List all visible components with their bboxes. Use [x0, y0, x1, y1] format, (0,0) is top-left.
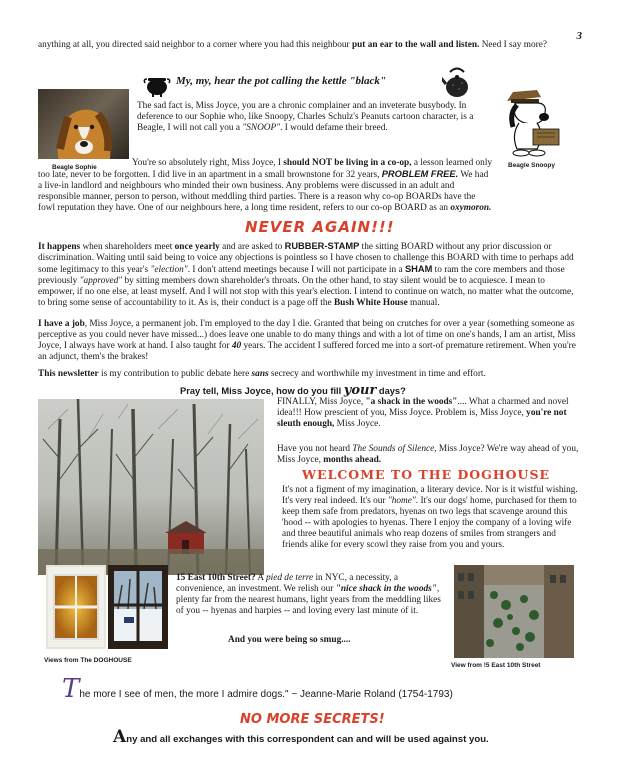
east-10th-street-photo	[454, 565, 574, 658]
shack-paragraph: FINALLY, Miss Joyce, "a shack in the woods".... What a charmed and novel idea!!! How prescient of you, Miss Joyce. Problem is, Miss Joyce, you're not sleuth enough, Miss Joyce.	[277, 397, 569, 429]
quote-line: The more I see of men, the more I admire dogs." ~ Jeanne-Marie Roland (1754-1793)	[62, 674, 453, 704]
intro-paragraph: anything at all, you directed said neighbor to a corner where you had this neighbour put an ear to the wall and listen. Need I say more?	[38, 40, 548, 50]
beagle-sophie-photo	[38, 89, 129, 159]
newsletter-paragraph: This newsletter is my contribution to public debate here sans secrecy and worthwhile my investment in time and effort.	[38, 369, 486, 379]
silence-paragraph: Have you not heard The Sounds of Silence, Miss Joyce? We're way ahead of you, Miss Joyce, months ahead.	[277, 444, 579, 465]
no-more-secrets-heading: NO MORE SECRETS!	[240, 712, 385, 727]
coop-paragraph: You're so absolutely right, Miss Joyce, I should NOT be living in a co-op, a lesson learned only too late, never to be forgotten. I did live in an apartment in a small brownstone for 32 years, PROBLEM FREE. We had a live-in landlord and neighbours who minded their own business. Any problems were discussed in an adult and responsible manner, person to person, without meddling third parties. There is a reason why co-op BOARDs have the fowl reputation they have. One of our neighbours here, a long time resident, refers to our co-op BOARD as an oxymoron.	[38, 158, 493, 213]
doghouse-window-photo-winter	[108, 565, 168, 649]
doghouse-paragraph: It's not a figment of my imagination, a literary device. Nor is it wistful wishing. It's very real indeed. It's our "home". It's our dogs' home, purchased for them to keep them safe from predators, hyenas on two legs that scavenge around this 'hood -- with apologies to hyenas. There I enjoy the company of a loving wife and three beautiful animals who reap dozens of smiles from strangers and friends alike for every scowl they raise from you and yours.	[282, 485, 578, 550]
shack-in-woods-photo	[38, 399, 264, 575]
snoopy-cartoon	[497, 83, 569, 161]
caption-beagle-snoopy: Beagle Snoopy	[508, 162, 555, 169]
welcome-doghouse-heading: WELCOME TO THE DOGHOUSE	[302, 467, 550, 482]
street-paragraph: 15 East 10th Street? A pied de terre in NYC, a necessity, a convenience, an investment. We relish our "nice shack in the woods", plenty far from the nearest humans, light years from the meddling likes of you -- hyenas and harpies -- and loving every last minute of it.	[176, 573, 441, 616]
beagle-paragraph: The sad fact is, Miss Joyce, you are a chronic complainer and an inveterate busybody. In deference to our Sophie who, like Snoopy, Charles Schulz's Peanuts cartoon character, is a Beagle, I will not call you a "SNOOP". I would defame their breed.	[137, 101, 474, 133]
pray-line: Pray tell, Miss Joyce, how do you fill your days?	[180, 383, 406, 398]
caption-east-10th-street: View from !5 East 10th Street	[451, 662, 541, 669]
doghouse-window-photo-autumn	[46, 565, 106, 649]
job-paragraph: I have a job, Miss Joyce, a permanent job. I'm employed to the day I die. Granted that being on crutches for over a year (something someone as perceptive as you could never have missed...) does leave one unable to do many things and with a lot of time on one's hands, I am an artist, Miss Joyce, I always have work at hand. I also taught for 40 years. The accident I suffered forced me into a sort-of premature retirement. When you're an adjunct, them's the brakes!	[38, 319, 576, 362]
page-number: 3	[576, 30, 582, 42]
caption-doghouse: Views from The DOGHOUSE	[44, 657, 132, 664]
kettle-icon	[442, 66, 472, 98]
smug-line: And you were being so smug....	[228, 635, 351, 645]
pot-icon	[143, 70, 171, 98]
happens-paragraph: It happens when shareholders meet once yearly and are asked to RUBBER-STAMP the sitting BOARD without any prior discussion or discrimination. Waiting until said being to voice any objections is pointless so I have chosen to challenge this BOARD with time to perhaps add some legitimacy to this year's "election". I don't attend meetings because I will not participate in a SHAM to ram the core members and those previously "approved" by sitting members down shareholder's throats. On the other hand, to stay silent would be to acquiesce. I mean to empower, if no one else, at least myself. And I will not stop with this year's election. I intend to continue on watch, no matter what the outcome, to bring some sense of accountability to it. As is, their conduct is a page off the Bush White House manual.	[38, 241, 574, 308]
caption-beagle-sophie: Beagle Sophie	[52, 164, 97, 171]
footer-warning: Any and all exchanges with this correspondent can and will be used against you.	[113, 727, 489, 747]
kettle-heading: My, my, hear the pot calling the kettle "black"	[176, 75, 386, 87]
never-again-heading: NEVER AGAIN!!!	[245, 218, 395, 236]
